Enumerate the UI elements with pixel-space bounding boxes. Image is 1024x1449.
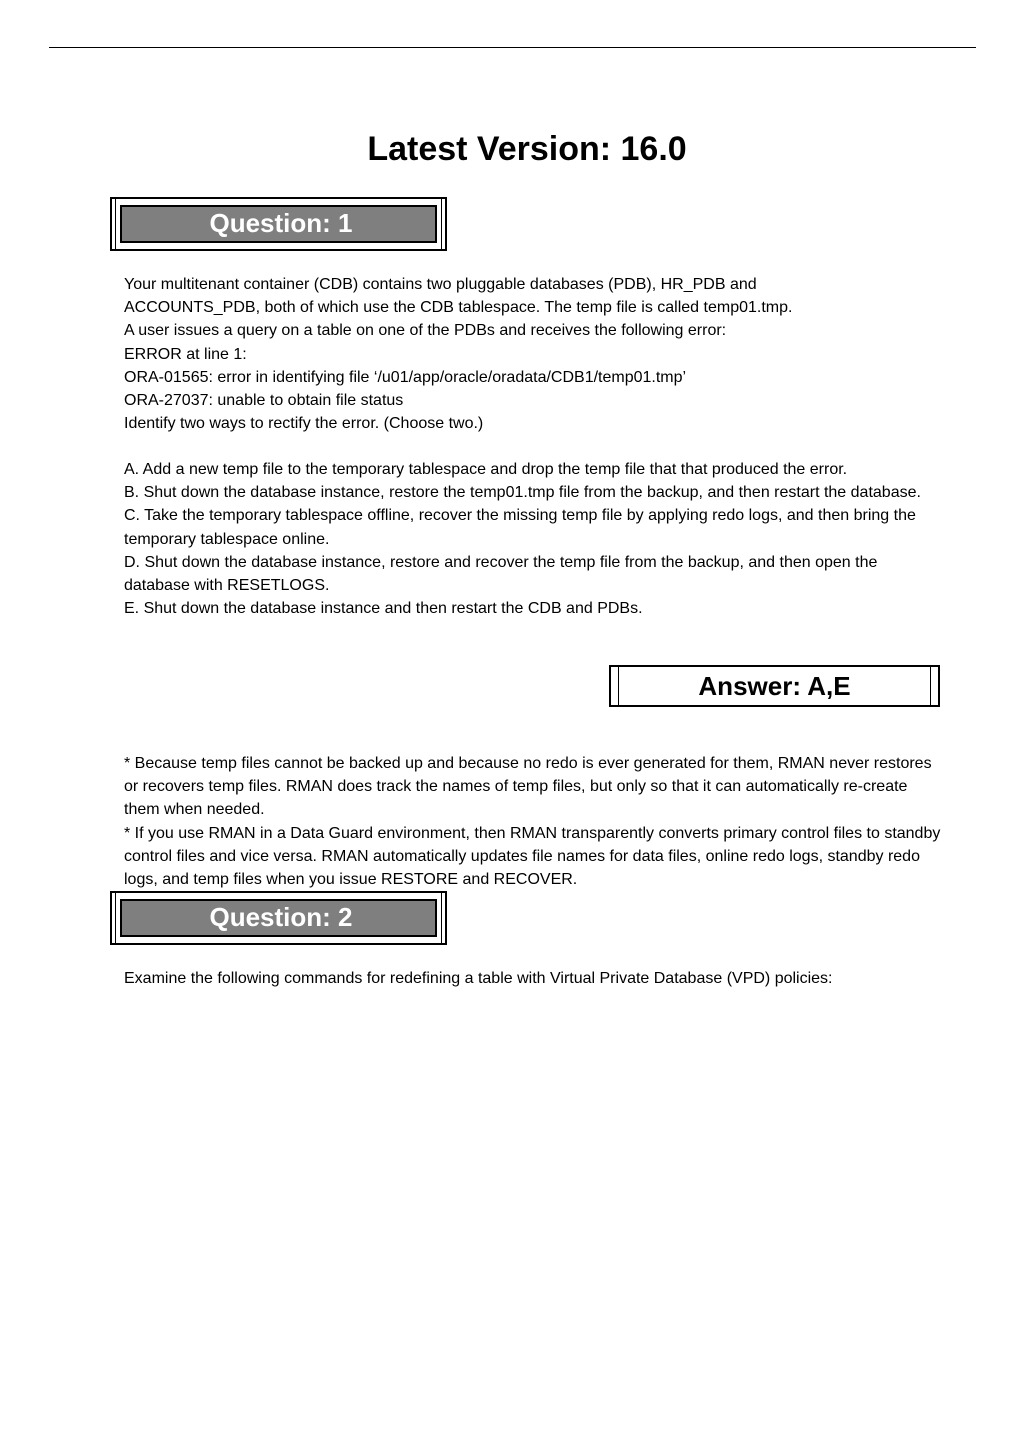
prompt-line: ORA-01565: error in identifying file ‘/u01/app/oracle/oradata/CDB1/temp01.tmp’ bbox=[124, 368, 687, 386]
top-rule bbox=[49, 47, 976, 48]
question-1-prompt bbox=[124, 273, 944, 435]
question-2-banner bbox=[110, 891, 447, 945]
prompt-line: A user issues a query on a table on one of the PDBs and receives the following error: bbox=[124, 322, 727, 340]
question-1-label: Question: 1 bbox=[209, 208, 353, 238]
option-c: C. Take the temporary tablespace offline, recover the missing temp file by applying redo logs, and then bring the temporary tablespace online. bbox=[124, 507, 916, 548]
question-2-label: Question: 2 bbox=[209, 902, 353, 932]
prompt-line: Identify two ways to rectify the error. (Choose two.) bbox=[124, 415, 484, 433]
option-d: D. Shut down the database instance, restore and recover the temp file from the backup, and then open the database with RESETLOGS. bbox=[124, 553, 878, 595]
question-1-banner bbox=[110, 197, 447, 251]
prompt-line: ACCOUNTS_PDB, both of which use the CDB tablespace. The temp file is called temp01.tmp. bbox=[124, 299, 793, 317]
explanation-paragraph: * Because temp files cannot be backed up and because no redo is ever generated for them, RMAN never restores or recovers temp files. RMAN does track the names of temp files, but only so that it can automatically re-create them when needed. bbox=[124, 755, 932, 819]
answer-box bbox=[609, 665, 940, 707]
option-a: A. Add a new temp file to the temporary tablespace and drop the temp file that that produced the error. bbox=[124, 461, 848, 478]
prompt-line: ERROR at line 1: bbox=[124, 345, 247, 363]
question-2-prompt bbox=[124, 967, 944, 990]
option-b: B. Shut down the database instance, restore the temp01.tmp file from the backup, and then restart the database. bbox=[124, 484, 921, 502]
option-e: E. Shut down the database instance and then restart the CDB and PDBs. bbox=[124, 600, 643, 618]
prompt-line: Your multitenant container (CDB) contains two pluggable databases (PDB), HR_PDB and bbox=[124, 276, 757, 293]
question-1-explanation bbox=[124, 752, 944, 891]
answer-label: Answer: A,E bbox=[698, 671, 851, 701]
prompt-line: Examine the following commands for redefining a table with Virtual Private Database (VPD) policies: bbox=[124, 970, 833, 987]
prompt-line: ORA-27037: unable to obtain file status bbox=[124, 392, 404, 410]
explanation-paragraph: * If you use RMAN in a Data Guard environment, then RMAN transparently converts primary control files to standby control files and vice versa. RMAN automatically updates file names for data files, online redo logs, standby redo logs, and temp files when you issue RESTORE and RECOVER. bbox=[124, 824, 941, 889]
version-title: Latest Version: 16.0 bbox=[367, 130, 687, 168]
question-1-options bbox=[124, 458, 944, 620]
